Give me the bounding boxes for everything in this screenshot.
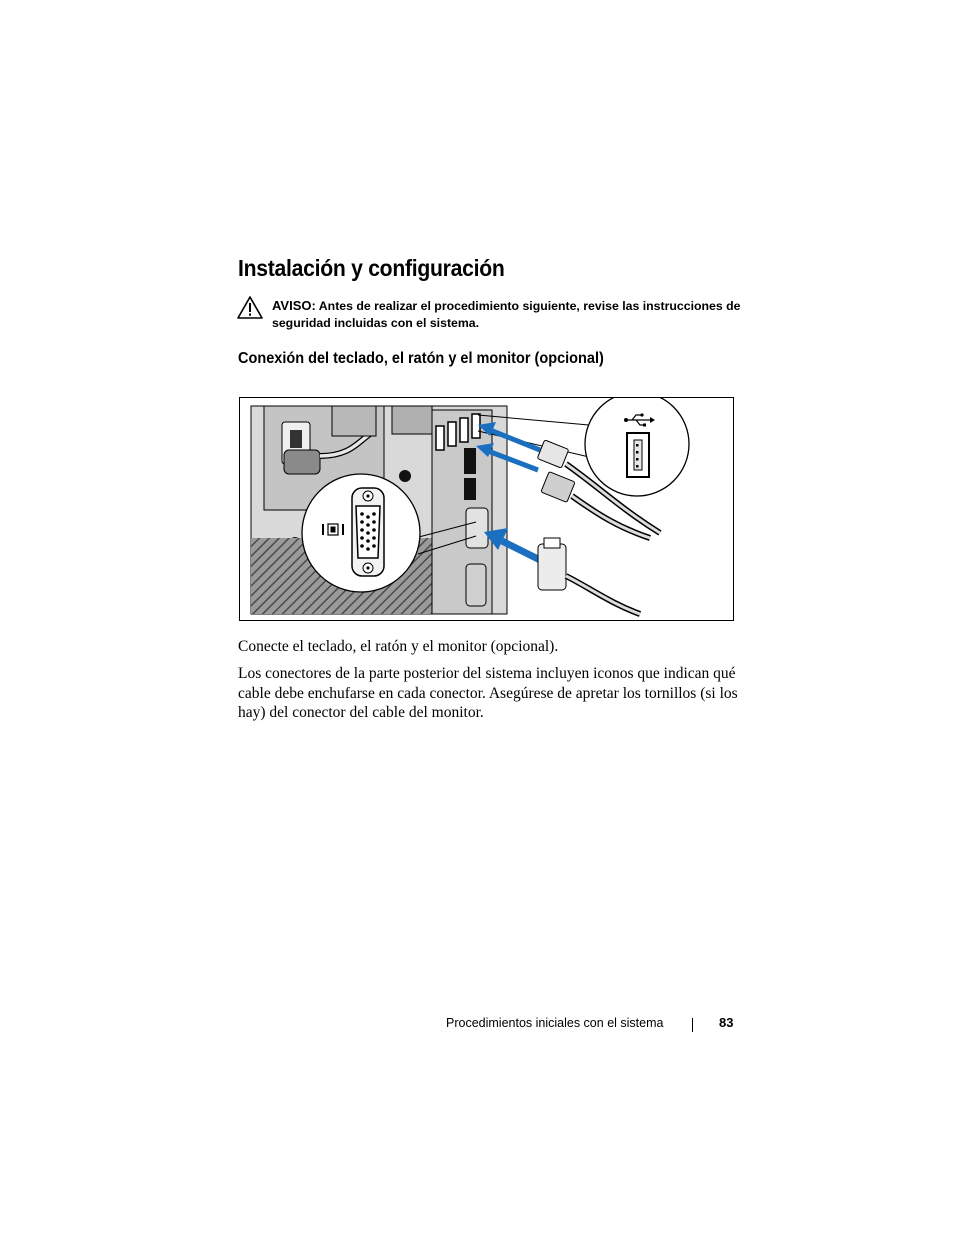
usb-port [448, 422, 456, 446]
connection-illustration [240, 398, 734, 621]
power-plug [284, 450, 320, 474]
warning-label: AVISO: [272, 298, 316, 313]
vga-cable [538, 538, 640, 614]
usb-port [436, 426, 444, 450]
body-paragraph: Los conectores de la parte posterior del sistema incluyen iconos que indican qué cable debe enchufarse en cada conector. Asegúrese de apretar los tornillos (si los hay) del conector del cable del monitor. [238, 665, 738, 721]
section-heading: Conexión del teclado, el ratón y el monitor (opcional) [238, 350, 604, 367]
figure-caption: Conecte el teclado, el ratón y el monitor (opcional). [238, 638, 559, 655]
usb-callout [585, 398, 689, 496]
footer-section-title: Procedimientos iniciales con el sistema [446, 1016, 664, 1030]
warning-notice [272, 297, 742, 332]
usb-port [460, 418, 468, 442]
vga-port [466, 508, 488, 548]
vga-callout [302, 474, 420, 592]
warning-text: Antes de realizar el procedimiento siguiente, revise las instrucciones de seguridad incluidas con el sistema. [272, 299, 741, 330]
usb-port [472, 414, 480, 438]
connection-figure [239, 397, 734, 621]
warning-icon [237, 296, 263, 319]
serial-port [466, 564, 486, 606]
footer-divider [692, 1018, 693, 1032]
page-title: Instalación y configuración [238, 255, 505, 281]
page-number: 83 [719, 1015, 734, 1030]
